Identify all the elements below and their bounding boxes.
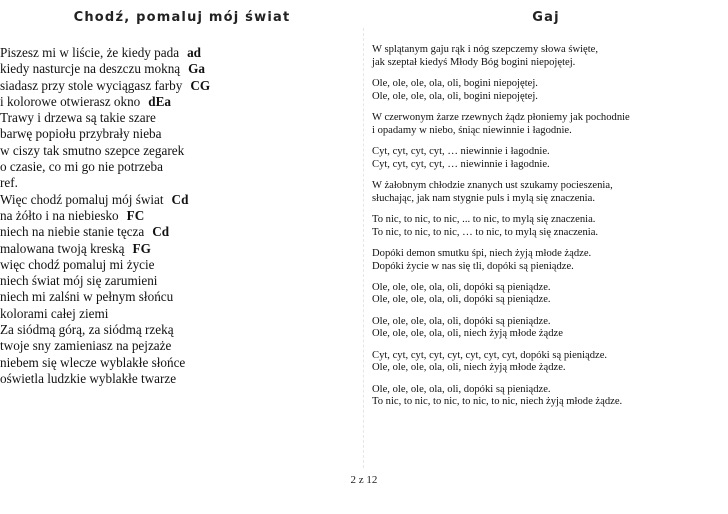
lyric-line [0, 306, 364, 322]
page-number: 2 z 12 [350, 474, 378, 486]
lyric-line [0, 338, 364, 354]
chord-label: dEa [148, 93, 171, 109]
lyric-line [0, 110, 364, 126]
stanza [372, 44, 720, 69]
lyric-text: kiedy nasturcje na deszczu mokną [0, 61, 181, 77]
lyric-text: na żółto i na niebiesko [0, 207, 119, 223]
lyric-line: To nic, to nic, to nic, ... to nic, to mylą się znaczenia. [372, 213, 596, 225]
lyric-text: niech mi zalśni w pełnym słońcu [0, 289, 174, 305]
lyric-line: W czerwonym żarze rzewnych żądz płoniemy jak pochodnie [372, 111, 630, 123]
chord-label: FG [132, 240, 151, 256]
lyric-line: jak szeptał kiedyś Młody Bóg bogini niepojętej. [372, 56, 576, 68]
lyric-line [0, 94, 364, 110]
lyric-line: W żałobnym chłodzie znanych ust szukamy pocieszenia, [372, 179, 613, 191]
lyric-text: niebem się wlecze wyblakłe słońce [0, 354, 186, 370]
lyric-line [0, 257, 364, 273]
lyric-text: niech świat mój się zarumieni [0, 273, 158, 289]
stanza [372, 316, 720, 341]
lyric-line [0, 192, 364, 208]
stanza [372, 78, 720, 103]
stanza [372, 112, 720, 137]
lyric-text: barwę popiołu przybrały nieba [0, 126, 162, 142]
lyric-text: Piszesz mi w liście, że kiedy pada [0, 45, 180, 60]
lyric-line [0, 273, 364, 289]
lyric-line: Ole, ole, ole, ola, oli, dopóki są pieniądze. [372, 383, 551, 395]
stanza [372, 282, 720, 307]
stanza [372, 214, 720, 239]
lyric-text: więc chodź pomaluj mi życie [0, 256, 155, 272]
lyric-text: malowana twoją kreską [0, 240, 125, 256]
chord-label: Ga [188, 61, 206, 77]
lyric-text: twoje sny zamieniasz na pejzaże [0, 338, 172, 354]
lyric-line [0, 355, 364, 371]
lyric-line: i opadamy w niebo, śniąc niewinnie i łagodnie. [372, 124, 572, 136]
lyric-text: siadasz przy stole wyciągasz farby [0, 77, 183, 93]
lyric-text: niech na niebie stanie tęcza [0, 224, 145, 240]
lyric-line: Ole, ole, ole, ola, oli, dopóki są pieniądze. [372, 315, 551, 327]
lyric-line [0, 143, 364, 159]
right-song-lyrics [372, 44, 720, 418]
lyric-line: Cyt, cyt, cyt, cyt, cyt, cyt, cyt, cyt, dopóki są pieniądze. [372, 349, 608, 361]
stanza [372, 384, 720, 409]
left-song-lyrics [0, 45, 364, 387]
lyric-text: w ciszy tak smutno szepce zegarek [0, 142, 185, 158]
lyric-line: Cyt, cyt, cyt, cyt, … niewinnie i łagodnie. [372, 158, 550, 170]
lyric-line: Cyt, cyt, cyt, cyt, … niewinnie i łagodnie. [372, 145, 550, 157]
chord-label: FC [126, 207, 145, 223]
stanza [372, 248, 720, 273]
lyric-text: i kolorowe otwierasz okno [0, 93, 141, 109]
lyric-line: Ole, ole, ole, ola, oli, dopóki są pieniądze. [372, 294, 551, 306]
lyric-line: Ole, ole, ole, ola, oli, dopóki są pieniądze. [372, 281, 551, 293]
stanza [372, 146, 720, 171]
lyric-line: Ole, ole, ole, ola, oli, bogini niepojętej. [372, 90, 538, 102]
lyric-line: Dopóki życie w nas się tli, dopóki są pieniądze. [372, 260, 574, 272]
lyric-line: W splątanym gaju rąk i nóg szepczemy słowa święte, [372, 44, 599, 55]
chord-label: ad [187, 45, 202, 60]
lyric-line [0, 45, 364, 61]
lyric-line [0, 159, 364, 175]
lyric-text: oświetla ludzkie wyblakłe twarze [0, 370, 177, 386]
chord-label: CG [190, 77, 211, 93]
left-song-title: Chodź, pomaluj mój świat [73, 10, 291, 25]
lyric-line: Ole, ole, ole, ola, oli, niech żyją młode żądze [372, 328, 563, 340]
lyric-line [0, 224, 364, 240]
lyric-line: To nic, to nic, to nic, to nic, to nic, niech żyją młode żądze. [372, 396, 623, 408]
lyric-line [0, 241, 364, 257]
lyric-line: Dopóki demon smutku śpi, niech żyją młode żądze. [372, 247, 592, 259]
lyric-text: ref. [0, 175, 18, 191]
lyric-text: Za siódmą górą, za siódmą rzeką [0, 322, 174, 338]
lyric-line: To nic, to nic, to nic, … to nic, to mylą się znaczenia. [372, 226, 599, 238]
lyric-text: Trawy i drzewa są takie szare [0, 110, 156, 126]
lyric-line [0, 175, 364, 191]
lyric-line [0, 208, 364, 224]
lyric-line: słuchając, jak nam stygnie puls i mylą się znaczenia. [372, 192, 595, 204]
stanza [372, 180, 720, 205]
lyric-line: Ole, ole, ole, ola, oli, niech żyją młode żądze. [372, 362, 566, 374]
lyric-text: o czasie, co mi go nie potrzeba [0, 159, 163, 175]
lyric-line [0, 289, 364, 305]
lyric-line: Ole, ole, ole, ola, oli, bogini niepojętej. [372, 77, 538, 89]
chord-label: Cd [171, 191, 189, 207]
lyric-line [0, 78, 364, 94]
lyric-line [0, 371, 364, 387]
lyric-line [0, 61, 364, 77]
right-song-title: Gaj [532, 10, 560, 25]
stanza [372, 350, 720, 375]
lyric-text: kolorami całej ziemi [0, 305, 109, 321]
lyric-line [0, 126, 364, 142]
lyric-line [0, 322, 364, 338]
lyric-text: Więc chodź pomaluj mój świat [0, 191, 164, 207]
chord-label: Cd [152, 224, 170, 240]
